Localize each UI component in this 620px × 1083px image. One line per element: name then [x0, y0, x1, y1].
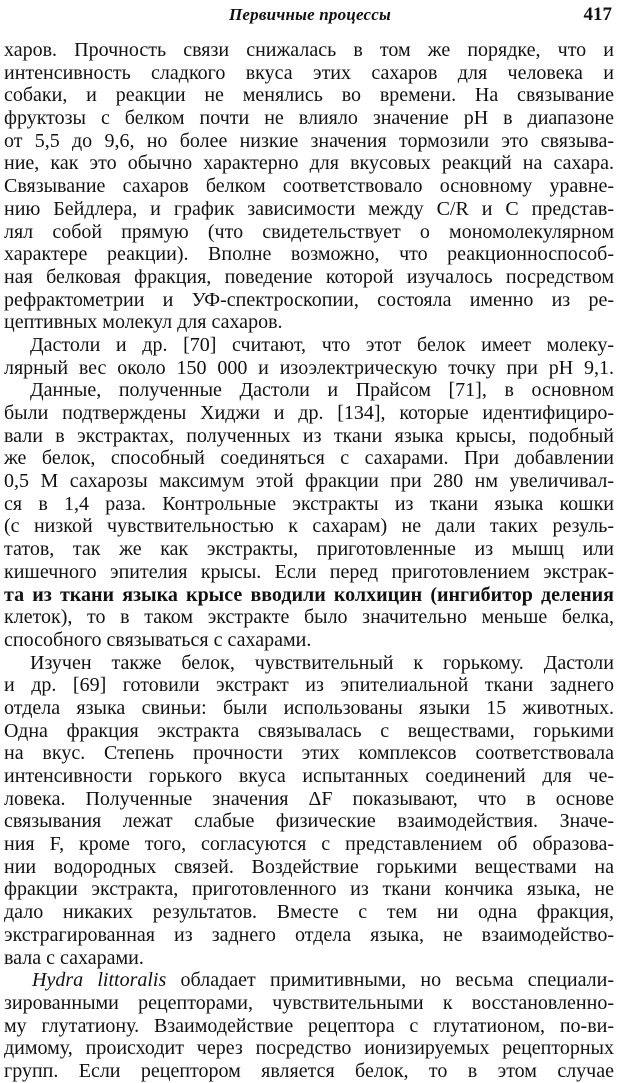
text-line: зированными рецепторами, чувствительными к восстановленно- — [4, 991, 614, 1014]
text-line: лял собой прямую (что свидетельствует о мономолекулярном — [4, 220, 614, 243]
text-line: Одна фракция экстракта связывалась с веществами, горькими — [4, 719, 614, 742]
text-line: на вкус. Степень прочности этих комплексов соответствовала — [4, 742, 614, 765]
species-name: Hydra littoralis — [32, 969, 167, 992]
text-line: Изучен также белок, чувствительный к горькому. Дастоли — [30, 651, 614, 674]
text-line: лярный вес около 150 000 и изоэлектрическую точку при pH 9,1. — [4, 356, 614, 379]
body-text — [4, 39, 614, 1083]
text-line: му глутатиону. Взаимодействие рецептора с глутатионом, по-ви- — [4, 1014, 614, 1037]
text-line: собаки, и реакции не менялись во времени. На связывание — [4, 84, 614, 107]
text-line: вала с сахарами. — [4, 946, 144, 969]
text-line: Дастоли и др. [70] считают, что этот белок имеет молеку- — [30, 333, 614, 356]
text-line: дало никаких результатов. Вместе с тем ни одна фракция, — [4, 901, 614, 924]
text-line: были подтверждены Хиджи и др. [134], которые идентифициро- — [4, 402, 614, 424]
text-line: (с низкой чувствительностью к сахарам) не дали таких резуль- — [4, 515, 614, 538]
text-line: нии водородных связей. Воздействие горькими веществами на — [4, 855, 614, 878]
text-line: та из ткани языка крысе вводили колхицин (ингибитор деления — [4, 583, 614, 606]
text-line: ния F, кроме того, согласуются с представлением об образова- — [4, 833, 614, 856]
text-line: ная белковая фракция, поведение которой изучалось посредством — [4, 265, 614, 288]
text-line: отдела языка свиньи: были использованы языки 15 животных. — [4, 696, 614, 719]
text-line: клеток), то в таком экстракте было значительно меньше белка, — [4, 606, 614, 629]
text-line: интенсивности горького вкуса испытанных соединений для че- — [4, 765, 614, 787]
text-line: характере реакции). Вполне возможно, что реакционноспособ- — [4, 243, 614, 266]
text-line — [4, 969, 614, 992]
text-line: же белок, способный соединяться с сахарами. При добавлении — [4, 447, 614, 470]
text-line: рефрактометрии и УФ-спектроскопии, состояла именно из ре- — [4, 288, 614, 311]
text-line: димому, происходит через посредство ионизируемых рецепторных — [4, 1037, 614, 1060]
text-line: экстрагированная из заднего отдела языка, не взаимодейство- — [4, 923, 614, 946]
text-line: кишечного эпителия крысы. Если перед приготовлением экстрак- — [4, 560, 614, 583]
text-line: групп. Если рецептором является белок, то в этом случае — [4, 1059, 614, 1082]
text-line: нию Бейдлера, и график зависимости между C/R и C представ- — [4, 197, 614, 220]
text-line: ловека. Полученные значения ΔF показывают, что в основе — [4, 787, 614, 810]
text-line: фруктозы с белком почти не влияло значение pH в диапазоне — [4, 107, 614, 130]
running-head-title: Первичные процессы — [229, 5, 391, 24]
text-line: Связывание сахаров белком соответствовало основному уравне- — [4, 175, 614, 198]
text-line: вали в экстрактах, полученных из ткани языка крысы, подобный — [4, 424, 614, 447]
text-line: харов. Прочность связи снижалась в том же порядке, что и — [4, 39, 614, 61]
text-line: ся в 1,4 раза. Контрольные экстракты из ткани языка кошки — [4, 492, 614, 515]
text-line: связывания лежат слабые физические взаимодействия. Значе- — [4, 810, 614, 833]
text-line: цептивных молекул для сахаров. — [4, 311, 283, 334]
text-line: Данные, полученные Дастоли и Прайсом [71], в основном — [30, 379, 614, 402]
page-number: 417 — [583, 4, 612, 25]
running-head — [0, 2, 620, 32]
text-line: интенсивность сладкого вкуса этих сахаров для человека и — [4, 61, 614, 84]
text-line: фракции экстракта, приготовленного из ткани кончика языка, не — [4, 878, 614, 901]
text-line: татов, так же как экстракты, приготовленные из мышц или — [4, 538, 614, 561]
text-line: ние, как это обычно характерно для вкусовых реакций на сахара. — [4, 152, 614, 175]
text-line: и др. [69] готовили экстракт из эпителиальной ткани заднего — [4, 674, 614, 697]
text-line: 0,5 M сахарозы максимум этой фракции при 280 нм увеличивал- — [4, 470, 614, 493]
text-line-rest: обладает примитивными, но весьма специали- — [180, 969, 614, 992]
text-line: способного связываться с сахарами. — [4, 628, 312, 651]
text-line: от 5,5 до 9,6, но более низкие значения тормозили это связыва- — [4, 129, 614, 152]
